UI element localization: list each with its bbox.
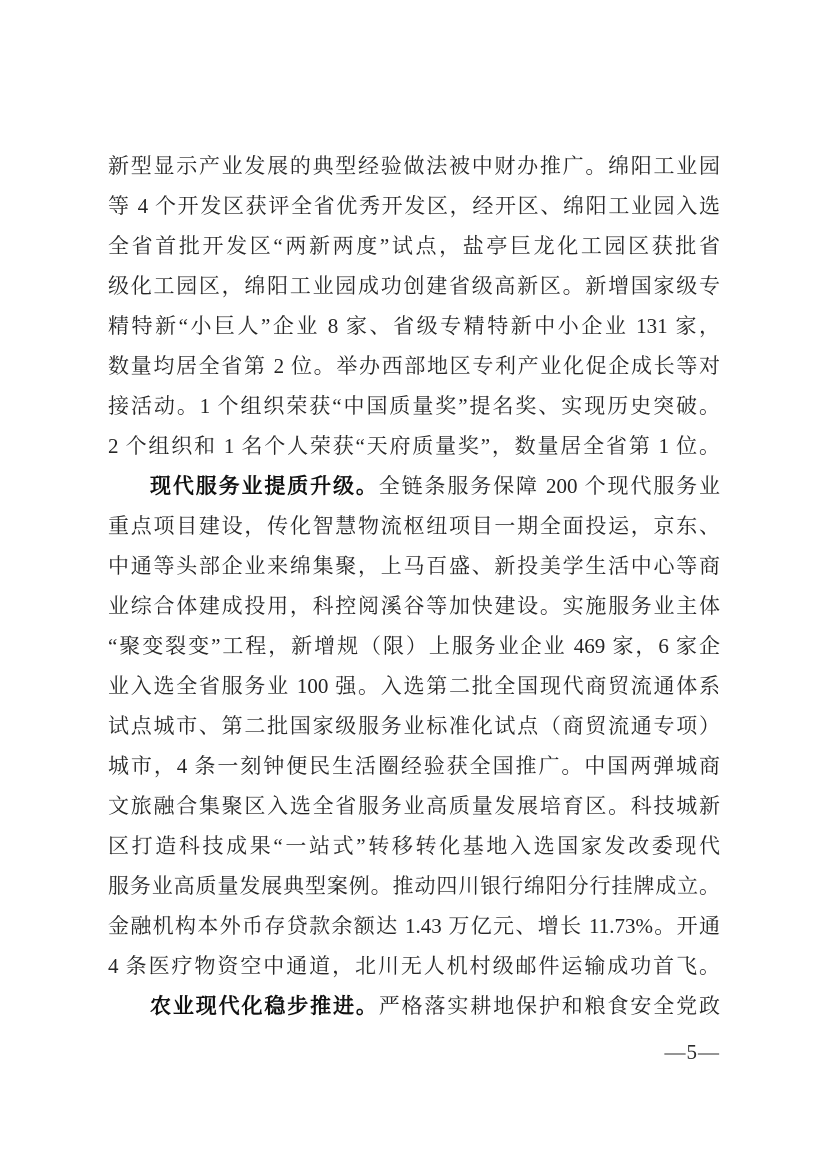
text-line: 中通等头部企业来绵集聚，上马百盛、新投美学生活中心等商 [108, 554, 720, 578]
text-line: 重点项目建设，传化智慧物流枢纽项目一期全面投运，京东、 [108, 514, 720, 538]
text-line: 接活动。1 个组织荣获“中国质量奖”提名奖、实现历史突破。 [108, 394, 720, 418]
text-line: 城市，4 条一刻钟便民生活圈经验获全国推广。中国两弹城商 [108, 754, 720, 778]
text-line: 业入选全省服务业 100 强。入选第二批全国现代商贸流通体系 [108, 674, 720, 698]
paragraph-lead: 现代服务业提质升级。 [150, 475, 379, 498]
text-line: 精特新“小巨人”企业 8 家、省级专精特新中小企业 131 家， [108, 314, 720, 338]
text-line: 区打造科技成果“一站式”转移转化基地入选国家发改委现代 [108, 834, 720, 858]
text-line: 2 个组织和 1 名个人荣获“天府质量奖”，数量居全省第 1 位。 [108, 434, 720, 458]
paragraph-lead-line [108, 986, 720, 1026]
text-line: 全省首批开发区“两新两度”试点，盐亭巨龙化工园区获批省 [108, 234, 720, 258]
text-line: 金融机构本外币存贷款余额达 1.43 万亿元、增长 11.73%。开通 [108, 914, 720, 938]
text-line: 级化工园区，绵阳工业园成功创建省级高新区。新增国家级专 [108, 274, 720, 298]
text-line: 业综合体建成投用，科控阅溪谷等加快建设。实施服务业主体 [108, 594, 720, 618]
text-line: 新型显示产业发展的典型经验做法被中财办推广。绵阳工业园 [108, 154, 720, 178]
paragraph-lead-rest: 严格落实耕地保护和粮食安全党政 [378, 994, 720, 1018]
text-line: 4 条医疗物资空中通道，北川无人机村级邮件运输成功首飞。 [108, 954, 720, 978]
text-line: “聚变裂变”工程，新增规（限）上服务业企业 469 家，6 家企 [108, 634, 720, 658]
page-number: —5— [664, 1040, 720, 1064]
paragraph-lead-line [108, 466, 720, 506]
text-line: 等 4 个开发区获评全省优秀开发区，经开区、绵阳工业园入选 [108, 194, 720, 218]
text-line: 服务业高质量发展典型案例。推动四川银行绵阳分行挂牌成立。 [108, 874, 720, 898]
text-line: 文旅融合集聚区入选全省服务业高质量发展培育区。科技城新 [108, 794, 720, 818]
body-text [108, 146, 720, 1026]
paragraph-lead-rest: 全链条服务保障 200 个现代服务业 [378, 474, 720, 498]
paragraph-lead: 农业现代化稳步推进。 [150, 995, 379, 1018]
text-line: 试点城市、第二批国家级服务业标准化试点（商贸流通专项） [108, 714, 720, 738]
text-line: 数量均居全省第 2 位。举办西部地区专利产业化促企成长等对 [108, 354, 720, 378]
